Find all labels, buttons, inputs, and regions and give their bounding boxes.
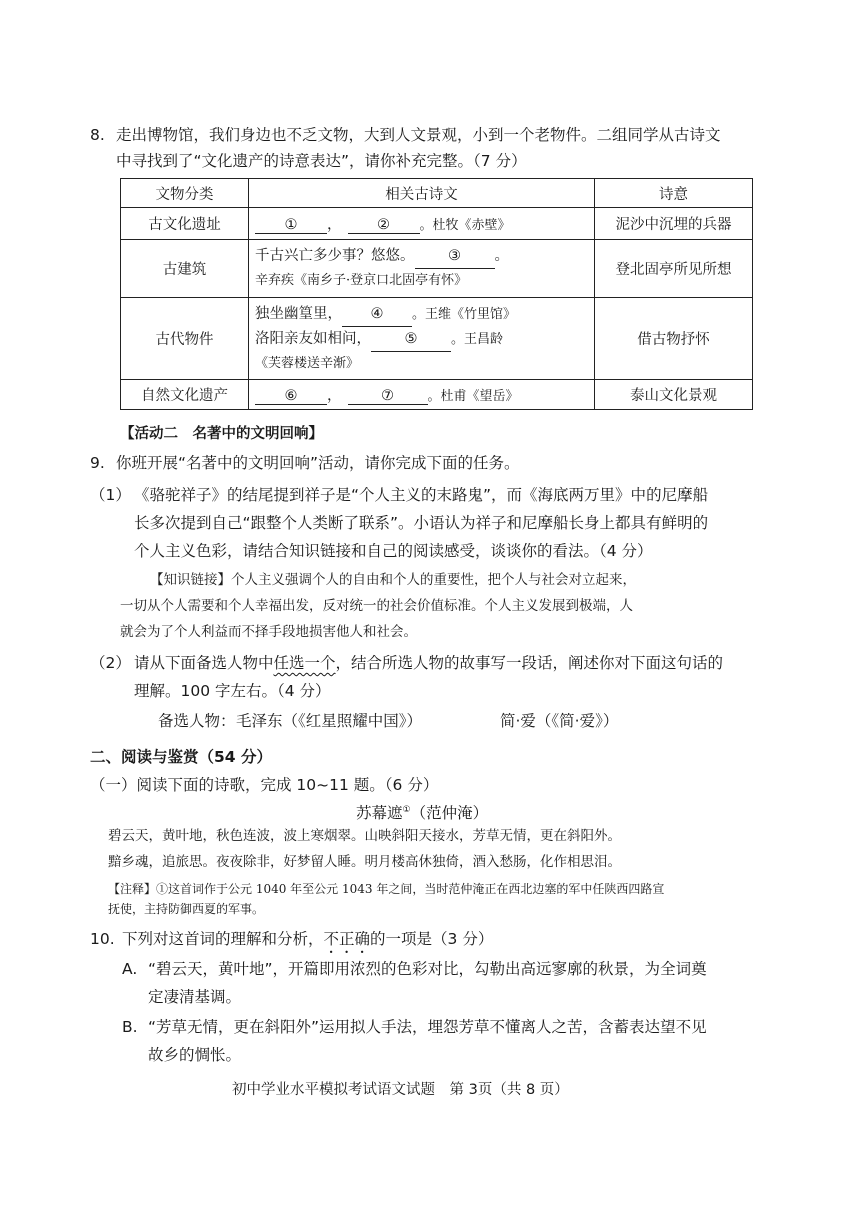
blank-2[interactable]: ② [348,217,420,234]
knowledge-link-line3: 就会为了个人利益而不择手段地损害他人和社会。 [120,624,417,640]
q9-p1-line3: 个人主义色彩，请结合知识链接和自己的阅读感受，谈谈你的看法。（4 分） [134,542,653,560]
table-header-row [121,179,753,208]
option-b-line1: “芳草无情，更在斜阳外”运用拟人手法，埋怨芳草不懂离人之苦，含蓄表达望不见 [148,1018,707,1036]
blank-6[interactable]: ⑥ [255,388,327,405]
option-b-label: B. [122,1018,138,1036]
knowledge-link-line2: 一切从个人需要和个人幸福出发，反对统一的社会价值标准。个人主义发展到极端，人 [120,598,633,614]
row4-sep: ， [327,388,342,404]
row2-poetry [249,240,595,298]
poem-line2: 黯乡魂，追旅思。夜夜除非，好梦留人睡。明月楼高休独倚，酒入愁肠，化作相思泪。 [108,854,621,870]
candidate-1: 毛泽东（《红星照耀中国》） [236,712,423,730]
row3-line1: 独坐幽篁里， [255,305,342,322]
table-row [121,298,753,380]
row3-src2: 。王昌龄 [451,331,504,347]
section2-title: 二、阅读与鉴赏（54 分） [90,748,272,766]
q10-number: 10. [90,930,115,948]
q9-p1-line2: 长多次提到自己“跟整个人类断了联系”。小语认为祥子和尼摩船长身上都具有鲜明的 [134,514,709,532]
q9-p1-label: （1） [90,486,131,504]
table-row [121,380,753,410]
section2-sub1: （一）阅读下面的诗歌，完成 10~11 题。（6 分） [90,776,439,794]
q9-number: 9. [90,454,105,472]
row1-poetry [249,208,595,240]
row2-line1: 千古兴亡多少事？悠悠。 [255,248,415,264]
knowledge-link-line1: 【知识链接】个人主义强调个人的自由和个人的重要性，把个人与社会对立起来， [150,572,636,588]
row1-meaning: 泥沙中沉埋的兵器 [595,208,753,240]
row1-sep: ， [327,217,342,233]
row3-src3: 《芙蓉楼送辛渐》 [255,355,360,371]
row2-end: 。 [494,248,509,264]
candidate-2: 简·爱（《简·爱》） [500,712,619,730]
header-poetry: 相关古诗文 [249,179,595,208]
q9-p2-line1: 请从下面备选人物中任选一个，结合所选人物的故事写一段话，阐述你对下面这句话的 [134,654,724,672]
q9-p1-line1: 《骆驼祥子》的结尾提到祥子是“个人主义的末路鬼”，而《海底两万里》中的尼摩船 [134,486,709,504]
blank-7[interactable]: ⑦ [348,388,428,405]
poem-title: 苏幕遮①（范仲淹） [356,804,489,822]
table-row [121,240,753,298]
q8-stem-line1: 走出博物馆，我们身边也不乏文物，大到人文景观，小到一个老物件。二组同学从古诗文 [116,126,721,144]
poem-note-line1: 【注释】①这首词作于公元 1040 年至公元 1043 年之间，当时范仲淹正在西北边塞的军中任陕西四路宣 [108,882,665,896]
q9-p2-line2: 理解。100 字左右。（4 分） [134,682,331,700]
q8-number: 8. [90,126,105,144]
activity2-heading: 【活动二 名著中的文明回响】 [120,426,323,442]
header-meaning: 诗意 [595,179,753,208]
row4-meaning: 泰山文化景观 [595,380,753,410]
poem-author: （范仲淹） [410,804,489,822]
blank-4[interactable]: ④ [342,302,412,327]
option-a-line2: 定凄清基调。 [148,988,242,1006]
row4-source: 。杜甫《望岳》 [427,389,519,404]
option-a-line1: “碧云天，黄叶地”，开篇即用浓烈的色彩对比，勾勒出高远寥廓的秋景，为全词奠 [148,960,707,978]
poem-note-line2: 抚使，主持防御西夏的军事。 [108,902,265,916]
option-b-line2: 故乡的惆怅。 [148,1046,242,1064]
page-footer: 初中学业水平模拟考试语文试题 第 3页（共 8 页） [232,1082,569,1098]
row3-src1: 。王维《竹里馆》 [412,306,517,322]
q10-emphasis: 不正确 [323,930,371,948]
q9-p2-label: （2） [90,654,131,672]
relics-table [120,178,753,410]
blank-5[interactable]: ⑤ [371,327,451,352]
candidates-label: 备选人物： [158,712,236,730]
blank-3[interactable]: ③ [415,244,495,269]
table-row [121,208,753,240]
q8-stem-line2: 中寻找到了“文化遗产的诗意表达”，请你补充完整。（7 分） [116,152,527,170]
q10-stem: 下列对这首词的理解和分析，不正确的一项是（3 分） [122,930,494,948]
row4-category: 自然文化遗产 [121,380,249,410]
row3-poetry [249,298,595,380]
poem-line1: 碧云天，黄叶地，秋色连波，波上寒烟翠。山映斜阳天接水，芳草无情，更在斜阳外。 [108,828,621,844]
row1-category: 古文化遗址 [121,208,249,240]
row4-poetry [249,380,595,410]
row2-source: 辛弃疾《南乡子·登京口北固亭有怀》 [255,273,468,288]
row2-meaning: 登北固亭所见所想 [595,240,753,298]
row3-line2: 洛阳亲友如相问， [255,330,371,347]
option-a-label: A. [122,960,138,978]
q9-p2-emphasis: 任选一个 [273,654,336,672]
row1-source: 。杜牧《赤壁》 [419,218,511,233]
blank-1[interactable]: ① [255,217,327,234]
q9-intro: 你班开展“名著中的文明回响”活动，请你完成下面的任务。 [116,454,520,472]
header-category: 文物分类 [121,179,249,208]
row2-category: 古建筑 [121,240,249,298]
poem-note-mark: ① [402,804,411,815]
row3-category: 古代物件 [121,298,249,380]
row3-meaning: 借古物抒怀 [595,298,753,380]
